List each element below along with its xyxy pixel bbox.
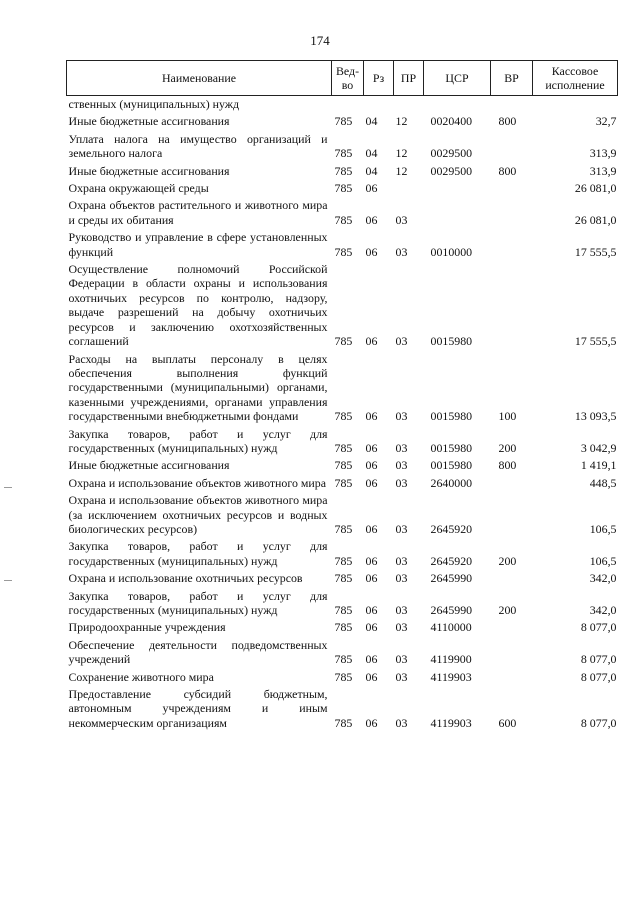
cell-csr (424, 179, 491, 196)
cell-ved: 785 (334, 244, 353, 259)
cell-csr: 4119900 (430, 652, 472, 667)
cell-pr: 03 (395, 409, 408, 424)
table-header-row (67, 61, 618, 96)
cell-amount: 8 077,0 (580, 715, 617, 730)
header-ved: Вед-во (332, 61, 364, 96)
cell-rz: 06 (365, 475, 378, 490)
cell-rz: 06 (365, 521, 378, 536)
cell-amount: 26 081,0 (574, 212, 617, 227)
budget-execution-table (66, 60, 618, 731)
cell-name: Обеспечение деятельности подведомственных учреждений (68, 637, 328, 667)
cell-name: Иные бюджетные ассигнования (68, 458, 230, 473)
cell-vr: 200 (498, 440, 517, 455)
cell-name: Предоставление субсидий бюджетным, автономным учреждениям и иным некоммерческим организациям (68, 687, 328, 730)
cell-vr (491, 196, 533, 228)
cell-vr: 200 (498, 603, 517, 617)
header-rz: Рз (364, 61, 394, 96)
table-body (67, 96, 618, 732)
header-vr: ВР (491, 61, 533, 96)
cell-pr: 03 (395, 244, 408, 259)
cell-rz: 06 (365, 652, 378, 667)
table-row (67, 474, 618, 491)
cell-pr: 03 (395, 440, 408, 455)
cell-name: Охрана и использование охотничьих ресурсов (68, 571, 303, 586)
cell-name: ственных (муниципальных) нужд (68, 97, 240, 111)
cell-name: Иные бюджетные ассигнования (68, 114, 230, 129)
cell-vr (491, 228, 533, 260)
table-row (67, 668, 618, 685)
cell-ved (332, 96, 364, 113)
table-row (67, 491, 618, 537)
cell-pr: 03 (395, 669, 408, 684)
cell-rz: 04 (365, 146, 378, 161)
cell-csr: 2645920 (430, 553, 473, 568)
cell-amount: 106,5 (589, 553, 617, 568)
cell-rz: 06 (365, 553, 378, 568)
cell-amount: 3 042,9 (580, 440, 617, 455)
cell-pr: 03 (395, 620, 408, 635)
cell-amount: 1 419,1 (580, 458, 617, 473)
table-row (67, 179, 618, 196)
cell-csr: 0029500 (430, 163, 473, 178)
cell-vr: 800 (498, 163, 517, 178)
cell-name: Закупка товаров, работ и услуг для государственных (муниципальных) нужд (68, 426, 328, 455)
cell-rz: 06 (365, 458, 378, 473)
cell-amount: 313,9 (589, 163, 617, 178)
cell-csr: 4119903 (430, 669, 472, 684)
cell-csr: 0015980 (430, 440, 473, 455)
cell-amount: 342,0 (589, 603, 617, 617)
cell-amount: 13 093,5 (574, 409, 617, 424)
cell-ved: 785 (334, 409, 353, 424)
cell-csr: 2645990 (430, 571, 473, 586)
table-row (67, 260, 618, 349)
cell-csr (424, 196, 491, 228)
table-row (67, 196, 618, 228)
cell-ved: 785 (334, 181, 353, 196)
table-row (67, 569, 618, 586)
cell-pr: 03 (395, 475, 408, 490)
cell-vr: 100 (498, 409, 517, 424)
cell-rz: 06 (365, 409, 378, 424)
cell-name: Уплата налога на имущество организаций и земельного налога (68, 131, 328, 161)
cell-vr (491, 569, 533, 586)
cell-rz: 06 (365, 334, 378, 349)
cell-name: Охрана и использование объектов животного мира (68, 475, 326, 490)
cell-rz: 06 (365, 715, 378, 730)
cell-vr (491, 636, 533, 668)
cell-name: Охрана окружающей среды (68, 181, 209, 196)
cell-rz: 06 (365, 212, 378, 227)
cell-amount: 32,7 (595, 114, 617, 129)
table-row (67, 228, 618, 260)
cell-rz: 06 (365, 181, 378, 196)
cell-ved: 785 (334, 553, 353, 568)
table-row (67, 587, 618, 619)
cell-name: Осуществление полномочий Российской Федерации в области охраны и использования охотничьих ресурсов по контролю, надзору, выдаче разрешений на добычу охотничьих ресурсов и заключению охотхозяйственных соглашений (68, 262, 328, 349)
cell-pr: 03 (395, 715, 408, 730)
cell-vr (491, 179, 533, 196)
scan-artifact (4, 580, 12, 581)
cell-amount (533, 96, 618, 113)
header-name: Наименование (67, 61, 332, 96)
cell-ved: 785 (334, 669, 353, 684)
cell-csr: 2645920 (430, 521, 473, 536)
cell-pr: 03 (395, 652, 408, 667)
cell-pr (394, 96, 424, 113)
cell-csr: 0015980 (430, 409, 473, 424)
cell-rz (364, 96, 394, 113)
cell-name: Охрана и использование объектов животного мира (за исключением охотничьих ресурсов и водных биологических ресурсов) (68, 493, 328, 536)
cell-pr: 03 (395, 553, 408, 568)
cell-pr (394, 179, 424, 196)
cell-vr: 200 (498, 553, 517, 568)
cell-rz: 06 (365, 571, 378, 586)
cell-ved: 785 (334, 458, 353, 473)
cell-rz: 06 (365, 440, 378, 455)
header-pr: ПР (394, 61, 424, 96)
cell-vr (491, 491, 533, 537)
cell-ved: 785 (334, 440, 353, 455)
table-row (67, 537, 618, 569)
cell-vr (491, 618, 533, 635)
cell-csr: 0015980 (430, 458, 473, 473)
cell-vr (491, 96, 533, 113)
cell-csr: 0029500 (430, 146, 473, 161)
cell-ved: 785 (334, 146, 353, 161)
cell-rz: 04 (365, 163, 378, 178)
cell-csr: 4119903 (430, 715, 472, 730)
cell-csr: 0015980 (430, 334, 473, 349)
cell-ved: 785 (334, 620, 353, 635)
cell-csr (424, 96, 491, 113)
cell-csr: 0020400 (430, 114, 473, 129)
cell-name: Закупка товаров, работ и услуг для государственных (муниципальных) нужд (68, 588, 328, 617)
cell-vr: 800 (498, 458, 517, 473)
cell-name: Руководство и управление в сфере установленных функций (68, 230, 328, 259)
cell-amount: 17 555,5 (574, 244, 617, 259)
header-csr: ЦСР (424, 61, 491, 96)
cell-ved: 785 (334, 212, 353, 227)
cell-amount: 313,9 (589, 146, 617, 161)
cell-vr (491, 668, 533, 685)
cell-pr: 03 (395, 571, 408, 586)
cell-pr: 03 (395, 212, 408, 227)
cell-ved: 785 (334, 475, 353, 490)
cell-name: Иные бюджетные ассигнования (68, 163, 230, 178)
cell-vr: 800 (498, 114, 517, 129)
cell-ved: 785 (334, 715, 353, 730)
cell-vr: 600 (498, 715, 517, 730)
table-row (67, 162, 618, 179)
cell-name: Охрана объектов растительного и животного мира и среды их обитания (68, 198, 328, 227)
table-row (67, 685, 618, 731)
cell-rz: 06 (365, 669, 378, 684)
cell-csr: 4110000 (430, 620, 472, 635)
cell-name: Закупка товаров, работ и услуг для государственных (муниципальных) нужд (68, 539, 328, 568)
cell-name: Сохранение животного мира (68, 669, 214, 684)
table-row (67, 112, 618, 129)
cell-vr (491, 474, 533, 491)
page-number: 174 (310, 33, 330, 48)
cell-pr: 12 (395, 163, 408, 178)
cell-rz: 04 (365, 114, 378, 129)
cell-csr: 2645990 (430, 603, 473, 617)
scan-artifact (4, 487, 12, 488)
cell-ved: 785 (334, 521, 353, 536)
cell-amount: 26 081,0 (574, 181, 617, 196)
cell-pr: 12 (395, 114, 408, 129)
cell-name: Расходы на выплаты персоналу в целях обеспечения выполнения функций государственными (муниципальными) органами, казенными учреждениями, органами управления государственными внебюджетными фондами (68, 351, 328, 424)
cell-amount: 8 077,0 (580, 620, 617, 635)
table-row (67, 425, 618, 457)
header-amount: Кассовое исполнение (533, 61, 618, 96)
cell-amount: 448,5 (589, 475, 617, 490)
table-row (67, 350, 618, 425)
cell-amount: 17 555,5 (574, 334, 617, 349)
cell-pr: 12 (395, 146, 408, 161)
cell-ved: 785 (334, 603, 353, 617)
cell-name: Природоохранные учреждения (68, 620, 226, 635)
table-row (67, 618, 618, 635)
cell-amount: 8 077,0 (580, 669, 617, 684)
cell-rz: 06 (365, 620, 378, 635)
cell-amount: 106,5 (589, 521, 617, 536)
cell-amount: 8 077,0 (580, 652, 617, 667)
table-row (67, 636, 618, 668)
cell-amount: 342,0 (589, 571, 617, 586)
cell-csr: 2640000 (430, 475, 473, 490)
table-row (67, 130, 618, 162)
cell-ved: 785 (334, 114, 353, 129)
cell-vr (491, 130, 533, 162)
cell-rz: 06 (365, 244, 378, 259)
cell-pr: 03 (395, 458, 408, 473)
cell-vr (491, 260, 533, 349)
cell-ved: 785 (334, 163, 353, 178)
cell-rz: 06 (365, 603, 378, 617)
cell-ved: 785 (334, 334, 353, 349)
cell-pr: 03 (395, 334, 408, 349)
cell-ved: 785 (334, 652, 353, 667)
cell-ved: 785 (334, 571, 353, 586)
cell-pr: 03 (395, 603, 408, 617)
cell-csr: 0010000 (430, 244, 473, 259)
cell-pr: 03 (395, 521, 408, 536)
table-row (67, 96, 618, 113)
table-row (67, 456, 618, 473)
